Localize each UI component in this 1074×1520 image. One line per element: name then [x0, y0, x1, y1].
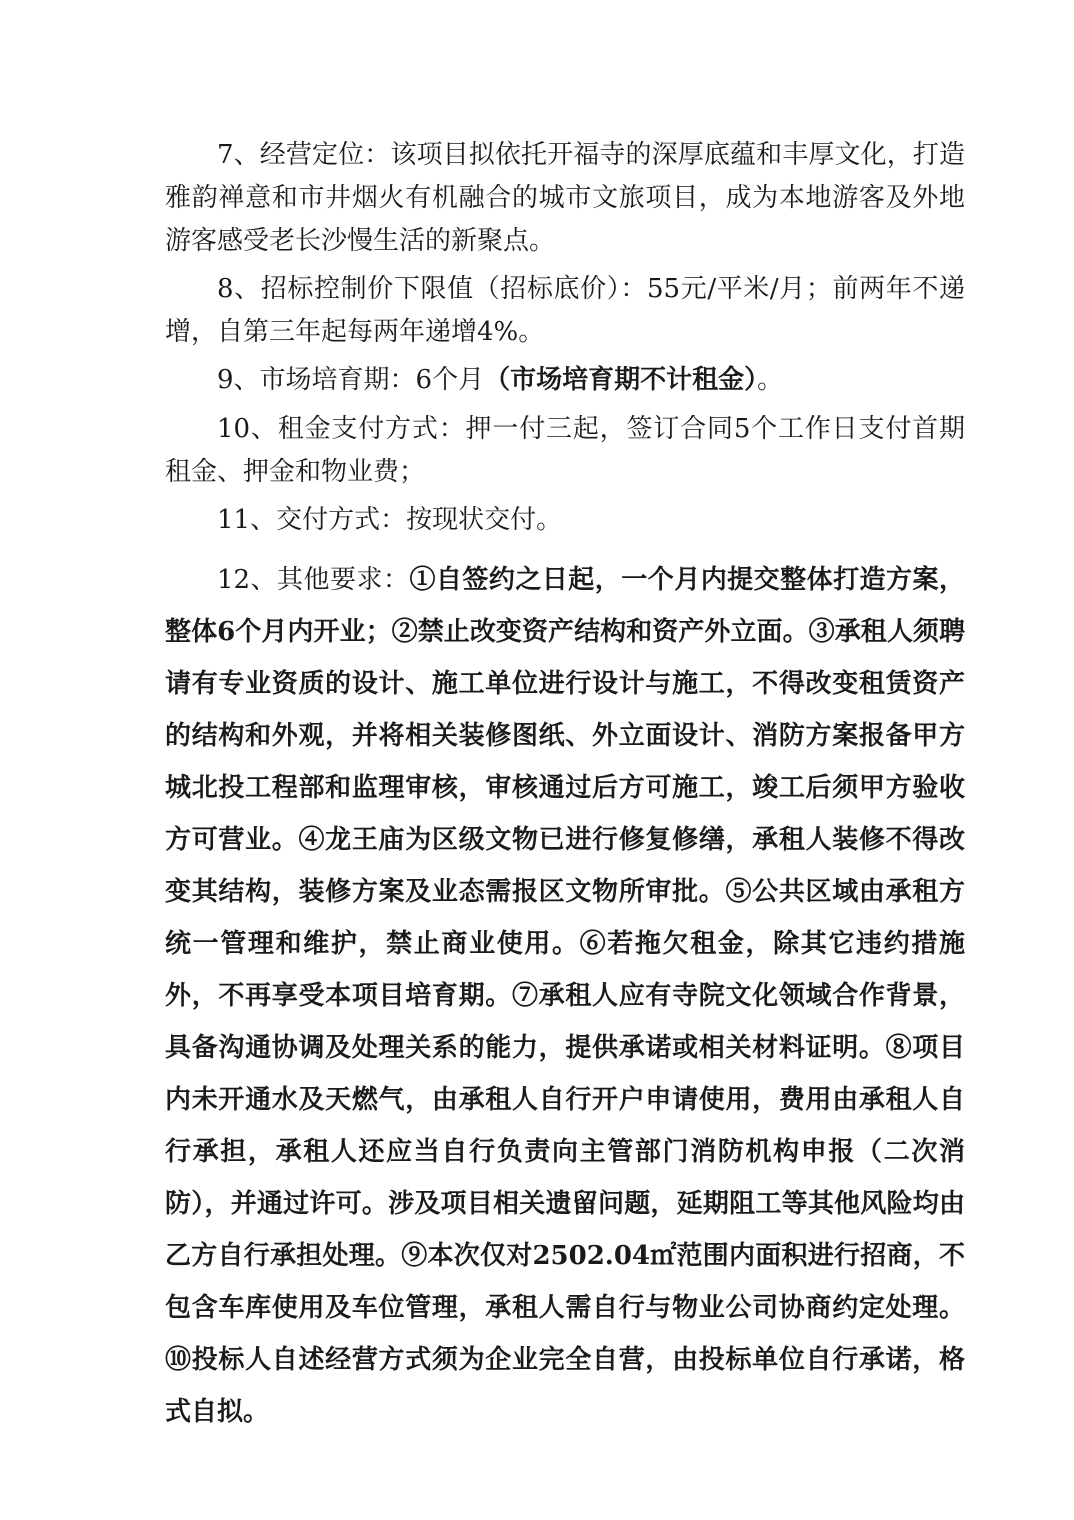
other-requirements-body: ①自签约之日起，一个月内提交整体打造方案，整体6个月内开业；②禁止改变资产结构和资产外立面。③承租人须聘请有专业资质的设计、施工单位进行设计与施工，不得改变租赁资产的结构和外观，并将相关装修图纸、外立面设计、消防方案报备甲方城北投工程部和监理审核，审核通过后方可施工，竣工后须甲方验收方可营业。④龙王庙为区级文物已进行修复修缮，承租人装修不得改变其结构，装修方案及业态需报区文物所审批。⑤公共区域由承租方统一管理和维护，禁止商业使用。⑥若拖欠租金，除其它违约措施外，不再享受本项目培育期。⑦承租人应有寺院文化领域合作背景，具备沟通协调及处理关系的能力，提供承诺或相关材料证明。⑧项目内未开通水及天燃气，由承租人自行开户申请使用，费用由承租人自行承担，承租人还应当自行负责向主管部门消防机构申报（二次消防），并通过许可。涉及项目相关遗留问题，延期阻工等其他风险均由乙方自行承担处理。⑨本次仅对2502.04㎡范围内面积进行招商，不包含车库使用及车位管理，承租人需自行与物业公司协商约定处理。⑩投标人自述经营方式须为企业完全自营，由投标单位自行承诺，格式自拟。	[165, 565, 965, 1427]
paragraph-bid-floor-price: 8、招标控制价下限值（招标底价）：55元/平米/月；前两年不递增，自第三年起每两年递增4%。	[165, 274, 965, 347]
paragraph-delivery-method: 11、交付方式：按现状交付。	[217, 505, 563, 535]
paragraph-business-positioning: 7、经营定位：该项目拟依托开福寺的深厚底蕴和丰厚文化，打造雅韵禅意和市井烟火有机融合的城市文旅项目，成为本地游客及外地游客感受老长沙慢生活的新聚点。	[165, 140, 965, 256]
cultivation-period-end: 。	[757, 365, 784, 395]
other-requirements-lead: 12、其他要求：	[217, 565, 410, 595]
cultivation-period-note: （市场培育期不计租金）	[484, 365, 758, 395]
paragraph-market-cultivation-period	[165, 359, 965, 402]
paragraph-rent-payment: 10、租金支付方式：押一付三起，签订合同5个工作日支付首期租金、押金和物业费；	[165, 414, 965, 487]
paragraph-other-requirements	[165, 554, 965, 1438]
cultivation-period-text: 9、市场培育期：6个月	[217, 365, 485, 395]
